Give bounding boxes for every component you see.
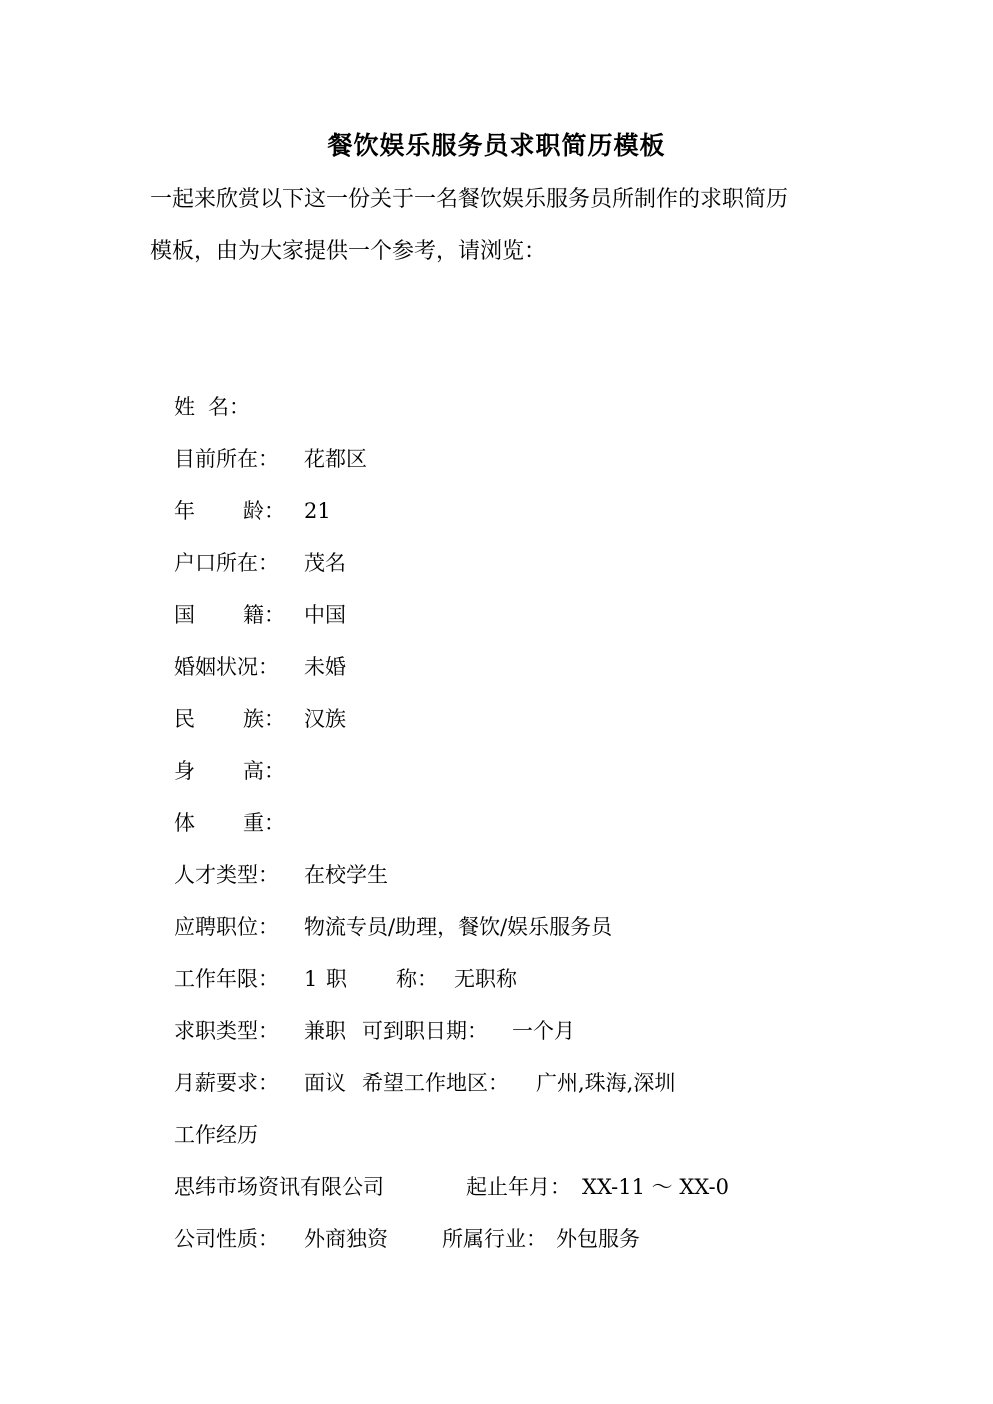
field-name-label-b: 名： <box>208 395 250 419</box>
field-position-label: 应聘职位： <box>174 915 279 939</box>
field-available-value: 一个月 <box>512 1019 575 1043</box>
field-hukou-label: 户口所在： <box>174 551 279 575</box>
field-nationality-value: 中国 <box>304 603 346 627</box>
field-ethnicity-value: 汉族 <box>304 707 346 731</box>
field-work-years-value: 1 <box>304 967 318 991</box>
field-marital-label: 婚姻状况： <box>174 655 279 679</box>
field-job-type-value: 兼职 <box>304 1019 346 1043</box>
experience-company: 思纬市场资讯有限公司 <box>174 1175 384 1199</box>
experience-nature-label: 公司性质： <box>174 1227 279 1251</box>
field-position-value: 物流专员/助理，餐饮/娱乐服务员 <box>304 915 613 939</box>
field-salary-value: 面议 <box>304 1071 346 1095</box>
field-weight-label-a: 体 <box>174 811 195 835</box>
field-location-label: 目前所在： <box>174 447 279 471</box>
intro-paragraph-line-2: 模板，由为大家提供一个参考，请浏览： <box>150 239 547 264</box>
field-title-value: 无职称 <box>454 967 517 991</box>
field-age-label-a: 年 <box>174 499 195 523</box>
field-job-type-label: 求职类型： <box>174 1019 279 1043</box>
field-age-label-b: 龄： <box>243 499 285 523</box>
field-region-label: 希望工作地区： <box>362 1071 509 1095</box>
field-available-label: 可到职日期： <box>362 1019 488 1043</box>
document-title: 餐饮娱乐服务员求职简历模板 <box>327 131 666 160</box>
experience-heading-text: 工作经历 <box>174 1123 258 1147</box>
field-weight-label-b: 重： <box>243 811 285 835</box>
field-height-label-b: 高： <box>243 759 285 783</box>
field-ethnicity-label-b: 族： <box>243 707 285 731</box>
field-marital-value: 未婚 <box>304 655 346 679</box>
field-nationality-label-a: 国 <box>174 603 195 627</box>
experience-heading <box>174 1120 258 1150</box>
experience-period-value: XX-11 ～ XX-0 <box>582 1175 729 1199</box>
experience-industry-label: 所属行业： <box>442 1227 547 1251</box>
field-name-label-a: 姓 <box>174 395 195 419</box>
field-talent-type-value: 在校学生 <box>304 863 388 887</box>
field-work-years-label: 工作年限： <box>174 967 279 991</box>
field-age-value: 21 <box>304 499 331 523</box>
field-height-label-a: 身 <box>174 759 195 783</box>
field-location-value: 花都区 <box>304 447 367 471</box>
field-hukou-value: 茂名 <box>304 551 346 575</box>
field-nationality-label-b: 籍： <box>243 603 285 627</box>
field-title-label-a: 职 <box>326 967 347 991</box>
field-region-value: 广州,珠海,深圳 <box>536 1071 676 1095</box>
field-talent-type-label: 人才类型： <box>174 863 279 887</box>
intro-paragraph-line-1: 一起来欣赏以下这一份关于一名餐饮娱乐服务员所制作的求职简历 <box>150 187 789 212</box>
field-ethnicity-label-a: 民 <box>174 707 195 731</box>
experience-nature-value: 外商独资 <box>304 1227 388 1251</box>
field-title-label-b: 称： <box>396 967 438 991</box>
field-salary-label: 月薪要求： <box>174 1071 279 1095</box>
experience-period-label: 起止年月： <box>466 1175 571 1199</box>
experience-industry-value: 外包服务 <box>556 1227 640 1251</box>
